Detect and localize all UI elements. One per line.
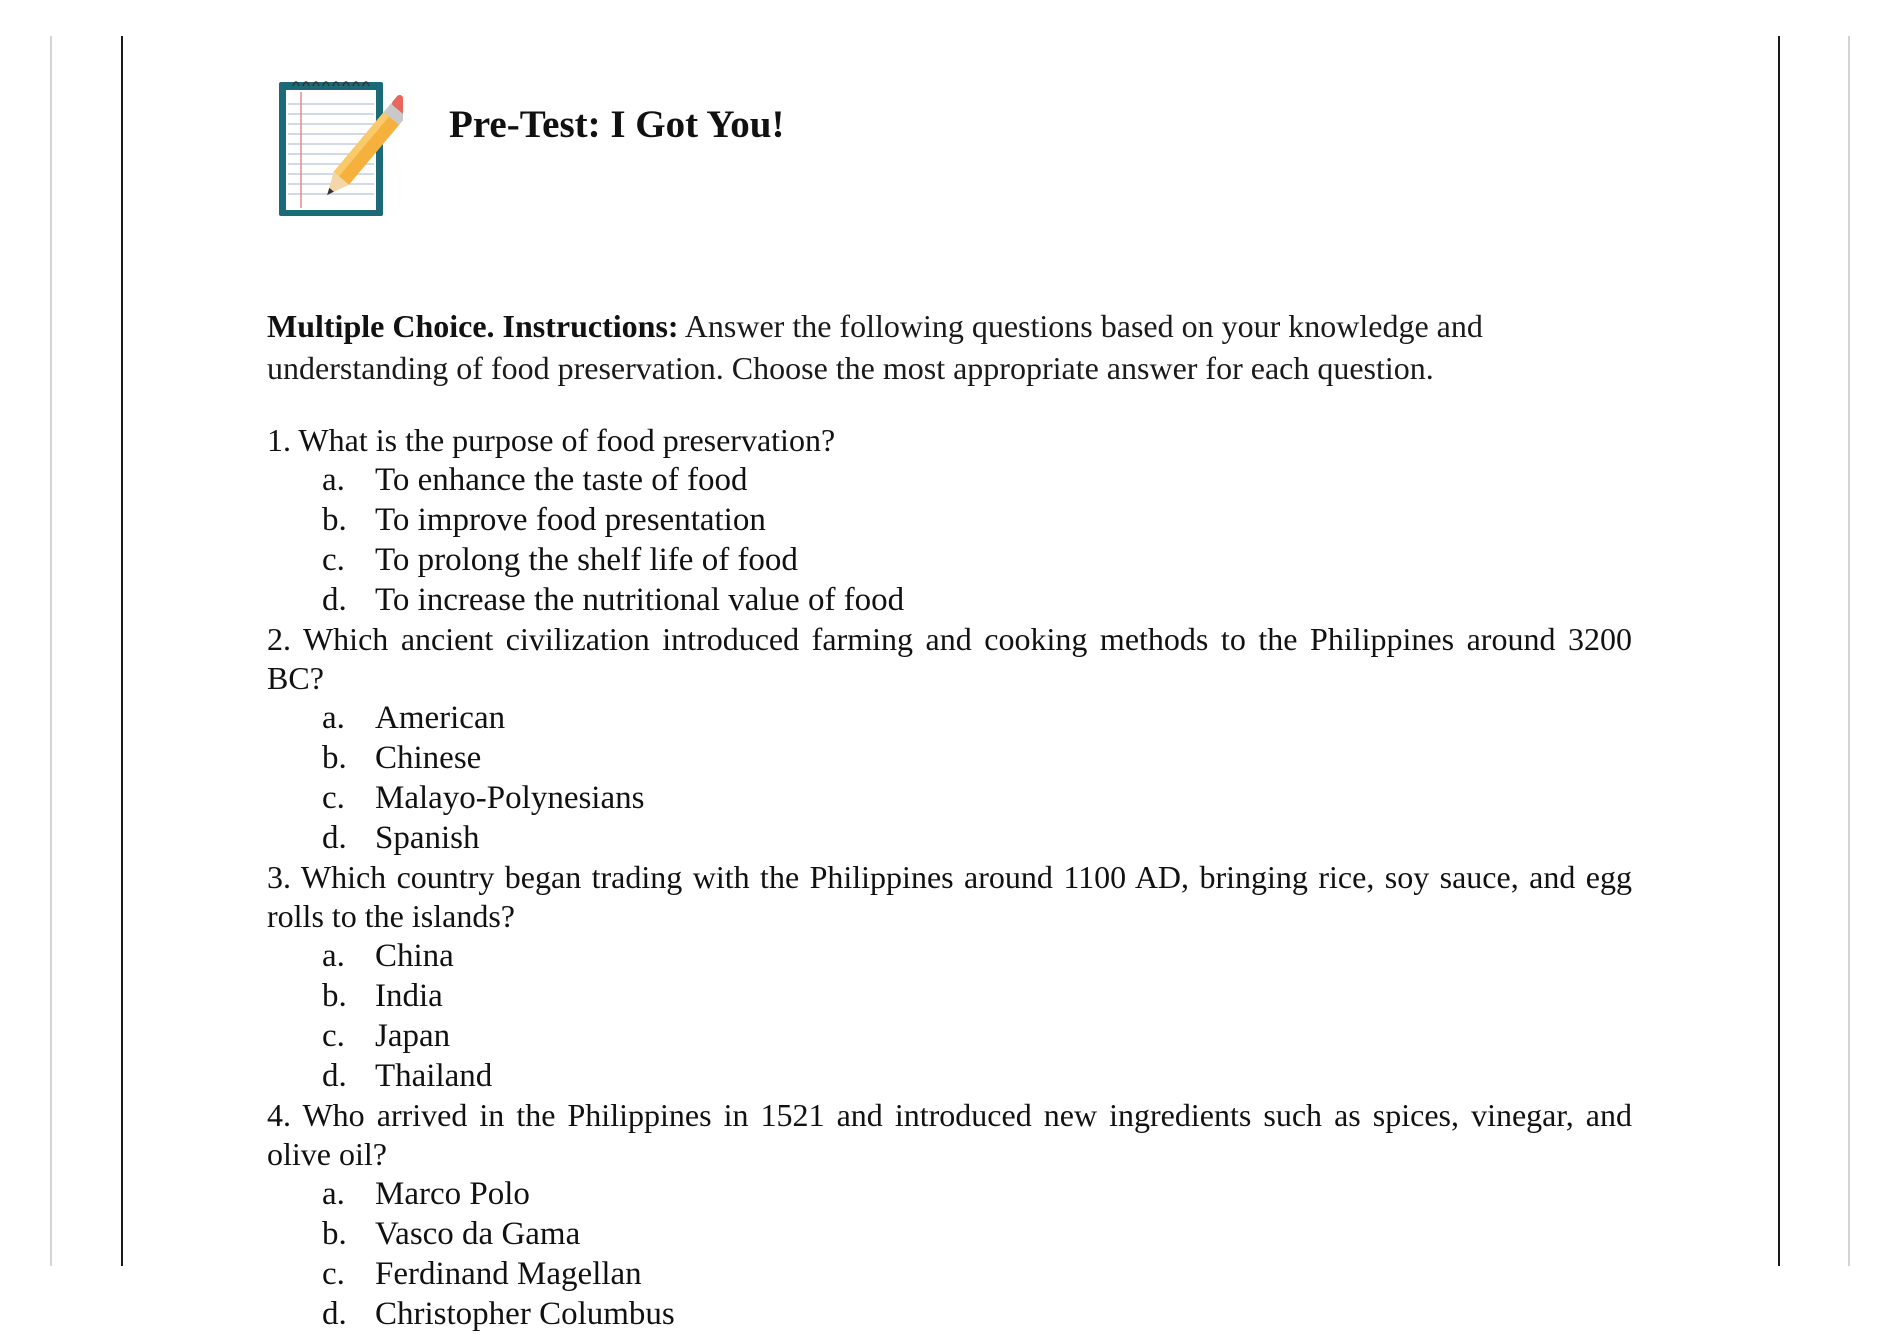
option-item [267,778,1632,818]
option-text: To improve food presentation [375,502,766,538]
option-list [267,1174,1632,1334]
page-title: Pre-Test: I Got You! [449,103,785,146]
option-letter: b. [322,740,347,776]
option-text: Christopher Columbus [375,1296,675,1332]
option-letter: b. [322,978,347,1014]
option-item [267,738,1632,778]
option-letter: b. [322,1216,347,1252]
option-item [267,936,1632,976]
option-letter: d. [322,582,347,618]
option-letter: c. [322,1256,345,1292]
option-item [267,1056,1632,1096]
option-list [267,460,1632,620]
option-text: Ferdinand Magellan [375,1256,642,1292]
question-text: 2. Which ancient civilization introduced farming and cooking methods to the Philippines around 3200 BC? [267,621,1632,696]
option-text: Malayo-Polynesians [375,780,645,816]
question-list [267,421,1632,1334]
option-text: Japan [375,1018,451,1054]
option-letter: b. [322,502,347,538]
instructions-text: Answer the following questions based on your knowledge and understanding of food preservation. Choose the most appropriate answer for each question. [267,308,1483,386]
option-text: China [375,938,454,974]
option-text: India [375,978,443,1014]
option-item [267,540,1632,580]
option-text: Spanish [375,820,480,856]
option-text: To enhance the taste of food [375,462,748,498]
option-list [267,936,1632,1096]
option-item [267,580,1632,620]
option-letter: c. [322,542,345,578]
option-text: To prolong the shelf life of food [375,542,798,578]
option-text: Chinese [375,740,482,776]
option-text: American [375,700,506,736]
section-header [267,70,1632,220]
option-item [267,1174,1632,1214]
option-item [267,1016,1632,1056]
option-item [267,976,1632,1016]
viewer-margin-line-right [1848,36,1850,1266]
notepad-with-pencil-icon [273,74,403,220]
option-item [267,500,1632,540]
option-item [267,1294,1632,1334]
instructions [267,305,1632,389]
option-item [267,818,1632,858]
page-border-right [1778,36,1780,1266]
instructions-label: Multiple Choice. Instructions: [267,308,679,344]
option-text: Thailand [375,1058,493,1094]
option-letter: a. [322,938,345,974]
question-text: 3. Which country began trading with the Philippines around 1100 AD, bringing rice, soy sauce, and egg rolls to the islands? [267,859,1632,934]
option-letter: a. [322,1176,345,1212]
option-letter: c. [322,1018,345,1054]
option-letter: d. [322,1296,347,1332]
viewer-margin-line-left [50,36,52,1266]
option-text: To increase the nutritional value of food [375,582,905,618]
option-item [267,1254,1632,1294]
question-item [267,421,1632,620]
option-item [267,1214,1632,1254]
option-letter: a. [322,700,345,736]
question-item [267,620,1632,858]
question-text: 1. What is the purpose of food preservation? [267,422,836,458]
option-letter: a. [322,462,345,498]
page-border-left [121,36,123,1266]
question-item [267,858,1632,1096]
question-item [267,1096,1632,1334]
question-text: 4. Who arrived in the Philippines in 1521 and introduced new ingredients such as spices, vinegar, and olive oil? [267,1097,1632,1172]
option-letter: c. [322,780,345,816]
option-text: Marco Polo [375,1176,530,1212]
document-page [267,70,1632,1334]
option-letter: d. [322,1058,347,1094]
option-item [267,460,1632,500]
option-list [267,698,1632,858]
option-item [267,698,1632,738]
option-letter: d. [322,820,347,856]
option-text: Vasco da Gama [375,1216,581,1252]
